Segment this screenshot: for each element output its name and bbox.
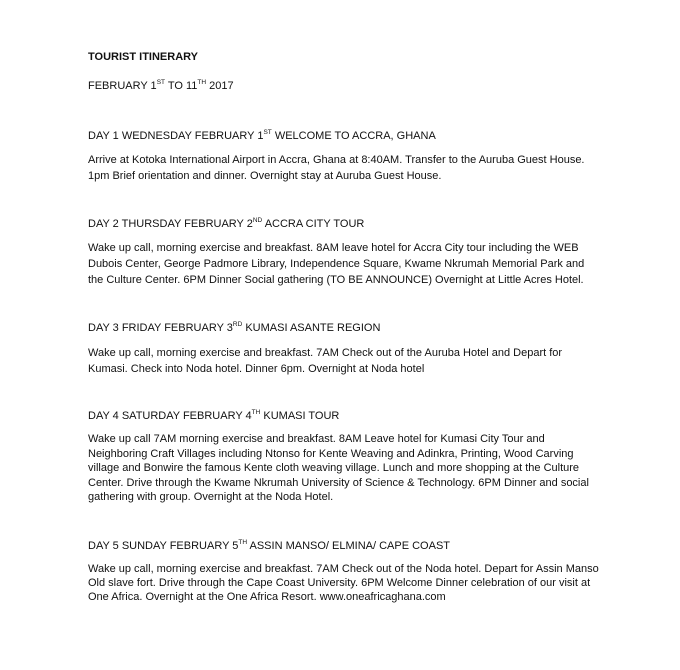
heading-text: DAY 2 THURSDAY FEBRUARY 2 (88, 218, 253, 230)
day-3-heading (88, 320, 380, 336)
text-line: 1pm Brief orientation and dinner. Overnight stay at Auruba Guest House. (88, 170, 442, 182)
text-line: Kumasi. Check into Noda hotel. Dinner 6pm. Overnight at Noda hotel (88, 363, 425, 375)
day-5-description (88, 562, 599, 604)
text-line: Old slave fort. Drive through the Cape Coast University. 6PM Welcome Dinner celebration of our visit at (88, 577, 591, 589)
ordinal-suffix: RD (232, 321, 243, 328)
text-line: Dubois Center, George Padmore Library, Independence Square, Kwame Nkrumah Memorial Park and (88, 258, 585, 270)
text-line: Wake up call, morning exercise and breakfast. 8AM leave hotel for Accra City tour including the WEB (88, 242, 579, 254)
date-range (88, 78, 234, 94)
date-range-year: 2017 (206, 80, 234, 92)
ordinal-suffix: ND (252, 217, 263, 224)
ordinal-suffix: TH (238, 539, 248, 546)
day-4-description (88, 432, 589, 505)
text-line: gathering with group. Overnight at the Noda Hotel. (88, 491, 334, 503)
heading-text: DAY 3 FRIDAY FEBRUARY 3 (88, 322, 233, 334)
heading-text: ASSIN MANSO/ ELMINA/ CAPE COAST (247, 540, 450, 552)
heading-text: DAY 1 WEDNESDAY FEBRUARY 1 (88, 130, 264, 142)
ordinal-suffix: TH (197, 79, 207, 86)
heading-text: DAY 4 SATURDAY FEBRUARY 4 (88, 410, 252, 422)
day-2-description (88, 240, 584, 288)
day-5-heading (88, 538, 450, 554)
heading-text: ACCRA CITY TOUR (262, 218, 365, 230)
text-line: village and Bonwire the famous Kente cloth weaving village. Lunch and more shopping at the Culture (88, 462, 580, 474)
day-1-heading (88, 128, 436, 144)
ordinal-suffix: TH (251, 409, 261, 416)
ordinal-suffix: ST (263, 129, 272, 136)
ordinal-suffix: ST (156, 79, 165, 86)
text-line: Center. Drive through the Kwame Nkrumah University of Science & Technology. 6PM Dinner and social (88, 476, 589, 489)
day-1-description (88, 152, 585, 184)
text-line: Arrive at Kotoka International Airport in Accra, Ghana at 8:40AM. Transfer to the Auruba Guest House. (88, 154, 585, 166)
document-title: TOURIST ITINERARY (88, 51, 199, 63)
date-range-start: FEBRUARY 1 (88, 80, 157, 92)
text-line: the Culture Center. 6PM Dinner Social gathering (TO BE ANNOUNCE) Overnight at Little Acres Hotel. (88, 274, 584, 286)
text-line: One Africa. Overnight at the One Africa Resort. www.oneafricaghana.com (88, 591, 446, 603)
heading-text: DAY 5 SUNDAY FEBRUARY 5 (88, 540, 239, 552)
day-2-heading (88, 216, 364, 232)
date-range-end: TO 11 (165, 80, 198, 92)
heading-text: KUMASI TOUR (260, 410, 340, 422)
heading-text: KUMASI ASANTE REGION (242, 322, 381, 334)
heading-text: WELCOME TO ACCRA, GHANA (271, 130, 436, 142)
text-line: Neighboring Craft Villages including Ntonso for Kente Weaving and Adinkra, Printing, Wood Carving (88, 447, 574, 460)
text-line: Wake up call 7AM morning exercise and breakfast. 8AM Leave hotel for Kumasi City Tour and (88, 433, 545, 445)
day-4-heading (88, 408, 339, 424)
text-line: Wake up call, morning exercise and breakfast. 7AM Check out of the Noda hotel. Depart for Assin Manso (88, 563, 599, 575)
text-line: Wake up call, morning exercise and breakfast. 7AM Check out of the Auruba Hotel and Depart for (88, 347, 563, 359)
day-3-description (88, 345, 562, 377)
